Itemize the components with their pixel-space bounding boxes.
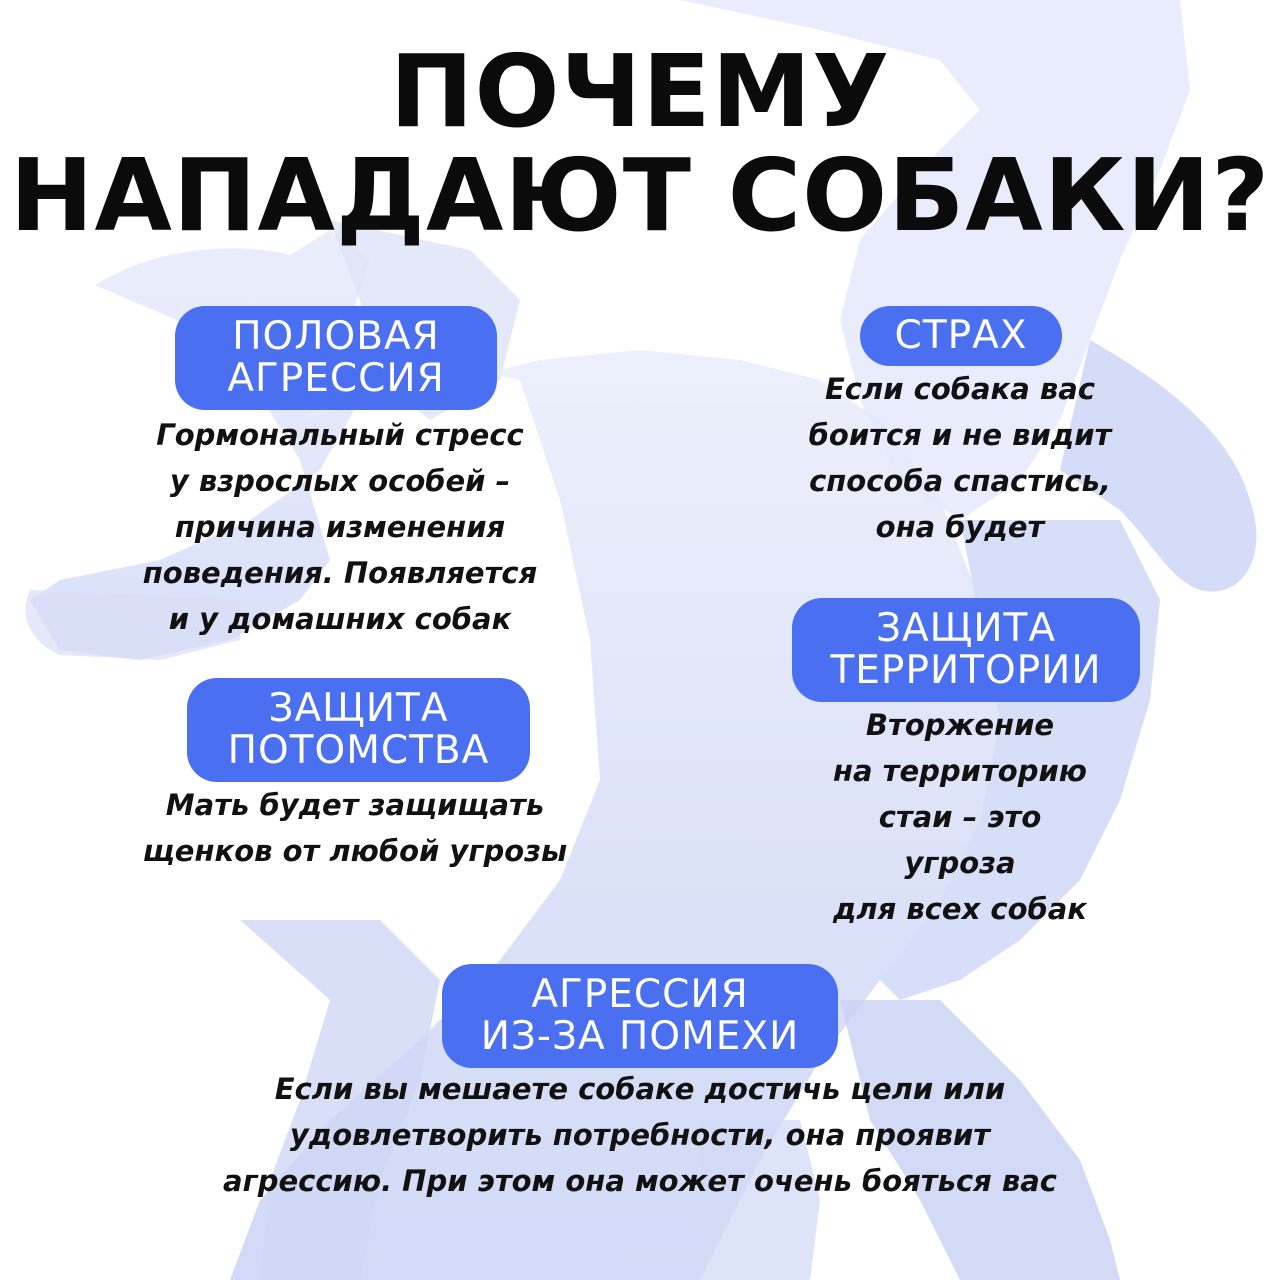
text-territory-protection xyxy=(760,702,1160,932)
text-line: причина изменения xyxy=(174,510,506,544)
text-line: щенков от любой угрозы xyxy=(142,834,568,868)
text-line: удовлетворить потребности, она проявит xyxy=(289,1118,991,1152)
label-fear xyxy=(860,306,1062,366)
text-line: Гормональный стресс xyxy=(156,418,524,452)
label-sexual-aggression-line-1: ПОЛОВАЯ xyxy=(232,314,440,359)
text-fear xyxy=(720,366,1200,550)
text-line: агрессию. При этом она может очень бояться вас xyxy=(223,1164,1057,1198)
label-sexual-aggression-line-2: АГРЕССИЯ xyxy=(227,356,445,401)
text-line: на территорию xyxy=(832,754,1088,788)
text-line: Мать будет защищать xyxy=(165,788,545,822)
label-territory-protection xyxy=(792,598,1140,702)
text-line: для всех собак xyxy=(832,892,1087,926)
text-line: Если собака вас xyxy=(824,372,1096,406)
text-line: и у домашних собак xyxy=(168,602,512,636)
text-line: у взрослых особей – xyxy=(169,464,511,498)
page-title xyxy=(0,33,1280,254)
text-line: Вторжение xyxy=(865,708,1055,742)
title-line-2: НАПАДАЮТ СОБАКИ? xyxy=(9,137,1271,254)
label-offspring-protection xyxy=(187,678,530,782)
text-line: Если вы мешаете собаке достичь цели или xyxy=(274,1072,1006,1106)
text-line: способа спастись, xyxy=(809,464,1111,498)
label-territory-protection-line-1: ЗАЩИТА xyxy=(875,606,1056,651)
label-fear-line-1: СТРАХ xyxy=(894,313,1028,358)
label-interference-aggression-line-1: АГРЕССИЯ xyxy=(531,972,749,1017)
text-line: она будет xyxy=(875,510,1045,544)
label-offspring-protection-line-1: ЗАЩИТА xyxy=(268,686,449,731)
label-sexual-aggression xyxy=(175,306,497,410)
text-offspring-protection xyxy=(60,782,650,874)
text-line: поведения. Появляется xyxy=(142,556,538,590)
title-line-1: ПОЧЕМУ xyxy=(389,33,891,150)
text-interference-aggression xyxy=(100,1066,1180,1204)
text-line: боится и не видит xyxy=(808,418,1112,452)
text-sexual-aggression xyxy=(60,412,620,642)
label-offspring-protection-line-2: ПОТОМСТВА xyxy=(227,728,490,773)
text-line: угроза xyxy=(904,846,1016,880)
label-territory-protection-line-2: ТЕРРИТОРИИ xyxy=(830,648,1102,693)
label-interference-aggression xyxy=(442,964,838,1068)
label-interference-aggression-line-2: ИЗ-ЗА ПОМЕХИ xyxy=(480,1014,800,1059)
text-line: стаи – это xyxy=(878,800,1042,834)
